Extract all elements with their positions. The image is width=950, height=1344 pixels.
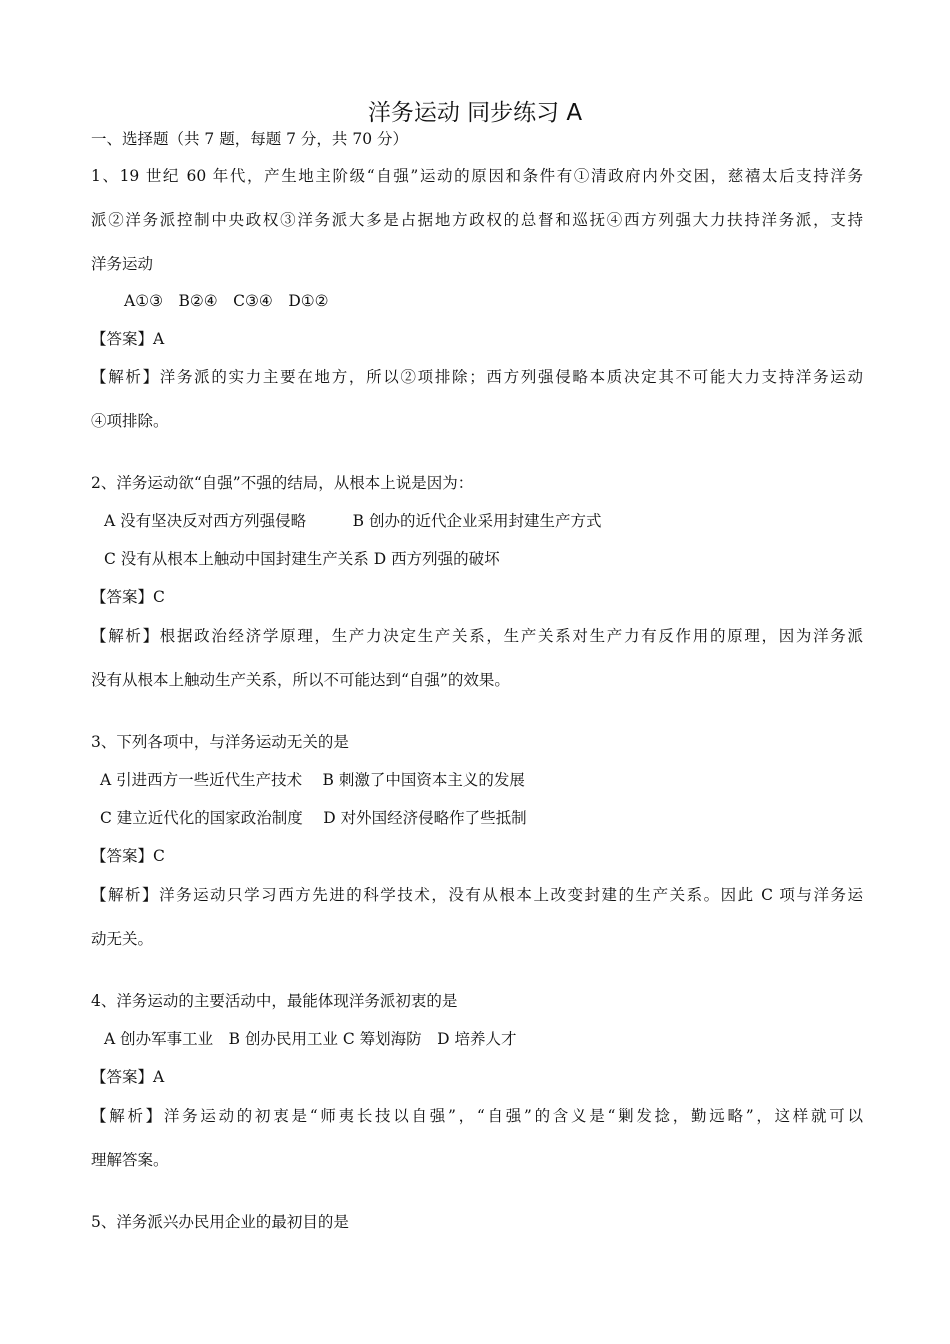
q2-options-line-2: C 没有从根本上触动中国封建生产关系 D 西方列强的破坏 <box>104 550 500 568</box>
q2-options-line-1: A 没有坚决反对西方列强侵略 B 创办的近代企业采用封建生产方式 <box>104 512 602 530</box>
q3-options-line-2: C 建立近代化的国家政治制度 D 对外国经济侵略作了些抵制 <box>100 809 527 827</box>
q1-analysis-line-1: 【解析】洋务派的实力主要在地方，所以②项排除；西方列强侵略本质决定其不可能大力支持洋务运动 <box>91 368 863 386</box>
q1-options: A①③ B②④ C③④ D①② <box>124 292 329 310</box>
q3-answer: 【答案】C <box>91 847 165 865</box>
q5-stem: 5、洋务派兴办民用企业的最初目的是 <box>91 1213 349 1231</box>
q4-options: A 创办军事工业 B 创办民用工业 C 筹划海防 D 培养人才 <box>104 1030 517 1048</box>
section-heading: 一、选择题（共 7 题，每题 7 分，共 70 分） <box>91 130 409 148</box>
q4-analysis-line-1: 【解析】洋务运动的初衷是“师夷长技以自强”，“自强”的含义是“剿发捻，勤远略”，这样就可以 <box>91 1107 863 1125</box>
q2-analysis-line-1: 【解析】根据政治经济学原理，生产力决定生产关系，生产关系对生产力有反作用的原理，因为洋务派 <box>91 627 863 645</box>
q1-stem-line-1: 1、19 世纪 60 年代，产生地主阶级“自强”运动的原因和条件有①清政府内外交困，慈禧太后支持洋务 <box>91 167 863 185</box>
q2-analysis-line-2: 没有从根本上触动生产关系，所以不可能达到“自强”的效果。 <box>91 671 510 689</box>
q2-answer: 【答案】C <box>91 588 165 606</box>
q1-stem-line-2: 派②洋务派控制中央政权③洋务派大多是占据地方政权的总督和巡抚④西方列强大力扶持洋务派，支持 <box>91 211 863 229</box>
q3-options-line-1: A 引进西方一些近代生产技术 B 刺激了中国资本主义的发展 <box>100 771 525 789</box>
q4-answer: 【答案】A <box>91 1068 165 1086</box>
page-title: 洋务运动 同步练习 A <box>367 100 583 126</box>
q3-analysis-line-1: 【解析】洋务运动只学习西方先进的科学技术，没有从根本上改变封建的生产关系。因此 C 项与洋务运 <box>91 886 863 904</box>
q3-analysis-line-2: 动无关。 <box>91 930 154 948</box>
q1-stem-line-3: 洋务运动 <box>91 255 154 273</box>
q4-stem: 4、洋务运动的主要活动中，最能体现洋务派初衷的是 <box>91 992 458 1010</box>
q4-analysis-line-2: 理解答案。 <box>91 1151 169 1169</box>
q1-analysis-line-2: ④项排除。 <box>91 412 169 430</box>
q3-stem: 3、下列各项中，与洋务运动无关的是 <box>91 733 349 751</box>
q1-answer: 【答案】A <box>91 330 165 348</box>
q2-stem: 2、洋务运动欲“自强”不强的结局，从根本上说是因为： <box>91 474 474 492</box>
